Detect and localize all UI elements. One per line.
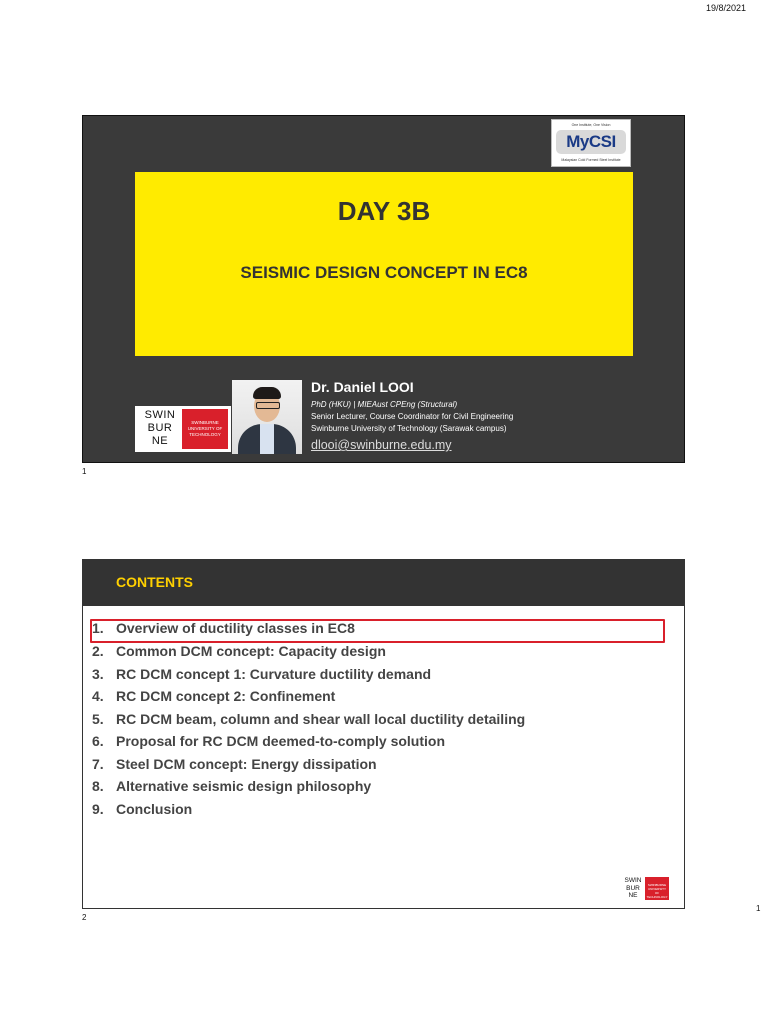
- mycsi-logo-text: MyCSI: [556, 130, 626, 154]
- slide-title: DAY 3B: [337, 196, 431, 226]
- print-date: 19/8/2021: [705, 3, 746, 13]
- list-item: 2. Common DCM concept: Capacity design: [92, 643, 386, 659]
- presenter-credentials: PhD (HKU) | MIEAust CPEng (Structural): [311, 400, 458, 409]
- swinburne-wordmark: SWIN BUR NE: [144, 409, 176, 447]
- presenter-photo: [232, 380, 302, 454]
- presenter-name: Dr. Daniel LOOI: [311, 379, 414, 395]
- list-item: 1. Overview of ductility classes in EC8: [92, 620, 355, 636]
- list-item: 9. Conclusion: [92, 801, 193, 817]
- presenter-email-link[interactable]: dlooi@swinburne.edu.my: [311, 438, 452, 452]
- contents-header: [83, 560, 684, 606]
- list-item: 4. RC DCM concept 2: Confinement: [92, 688, 336, 704]
- swinburne-wordmark: SWIN BUR NE: [624, 877, 642, 899]
- title-panel: [135, 172, 633, 356]
- slide-2: [82, 559, 685, 909]
- page-number: 1: [756, 904, 761, 913]
- slide-1: [82, 115, 685, 463]
- list-item: 5. RC DCM beam, column and shear wall local ductility detailing: [92, 711, 526, 727]
- swinburne-red-block: SWINBURNE UNIVERSITY OF TECHNOLOGY: [645, 877, 669, 900]
- contents-heading: CONTENTS: [116, 574, 193, 590]
- presenter-role: Senior Lecturer, Course Coordinator for Civil Engineering: [311, 412, 514, 421]
- mycsi-logo: [551, 119, 631, 167]
- swinburne-logo-small: [620, 876, 670, 901]
- list-item: 6. Proposal for RC DCM deemed-to-comply solution: [92, 733, 446, 749]
- swinburne-logo: [135, 406, 231, 452]
- list-item: 8. Alternative seismic design philosophy: [92, 778, 372, 794]
- slide-subtitle: SEISMIC DESIGN CONCEPT IN EC8: [240, 263, 528, 282]
- list-item: 3. RC DCM concept 1: Curvature ductility demand: [92, 666, 432, 682]
- slide-1-number: 1: [82, 467, 87, 476]
- mycsi-subtext: Malaysian Cold Formed Steel Institute: [561, 158, 621, 162]
- slide-2-number: 2: [82, 913, 87, 922]
- presenter-institution: Swinburne University of Technology (Sarawak campus): [311, 424, 507, 433]
- mycsi-tagline: One Institute, One Vision: [571, 123, 611, 127]
- swinburne-red-block: SWINBURNE UNIVERSITY OF TECHNOLOGY: [182, 409, 228, 449]
- list-item: 7. Steel DCM concept: Energy dissipation: [92, 756, 377, 772]
